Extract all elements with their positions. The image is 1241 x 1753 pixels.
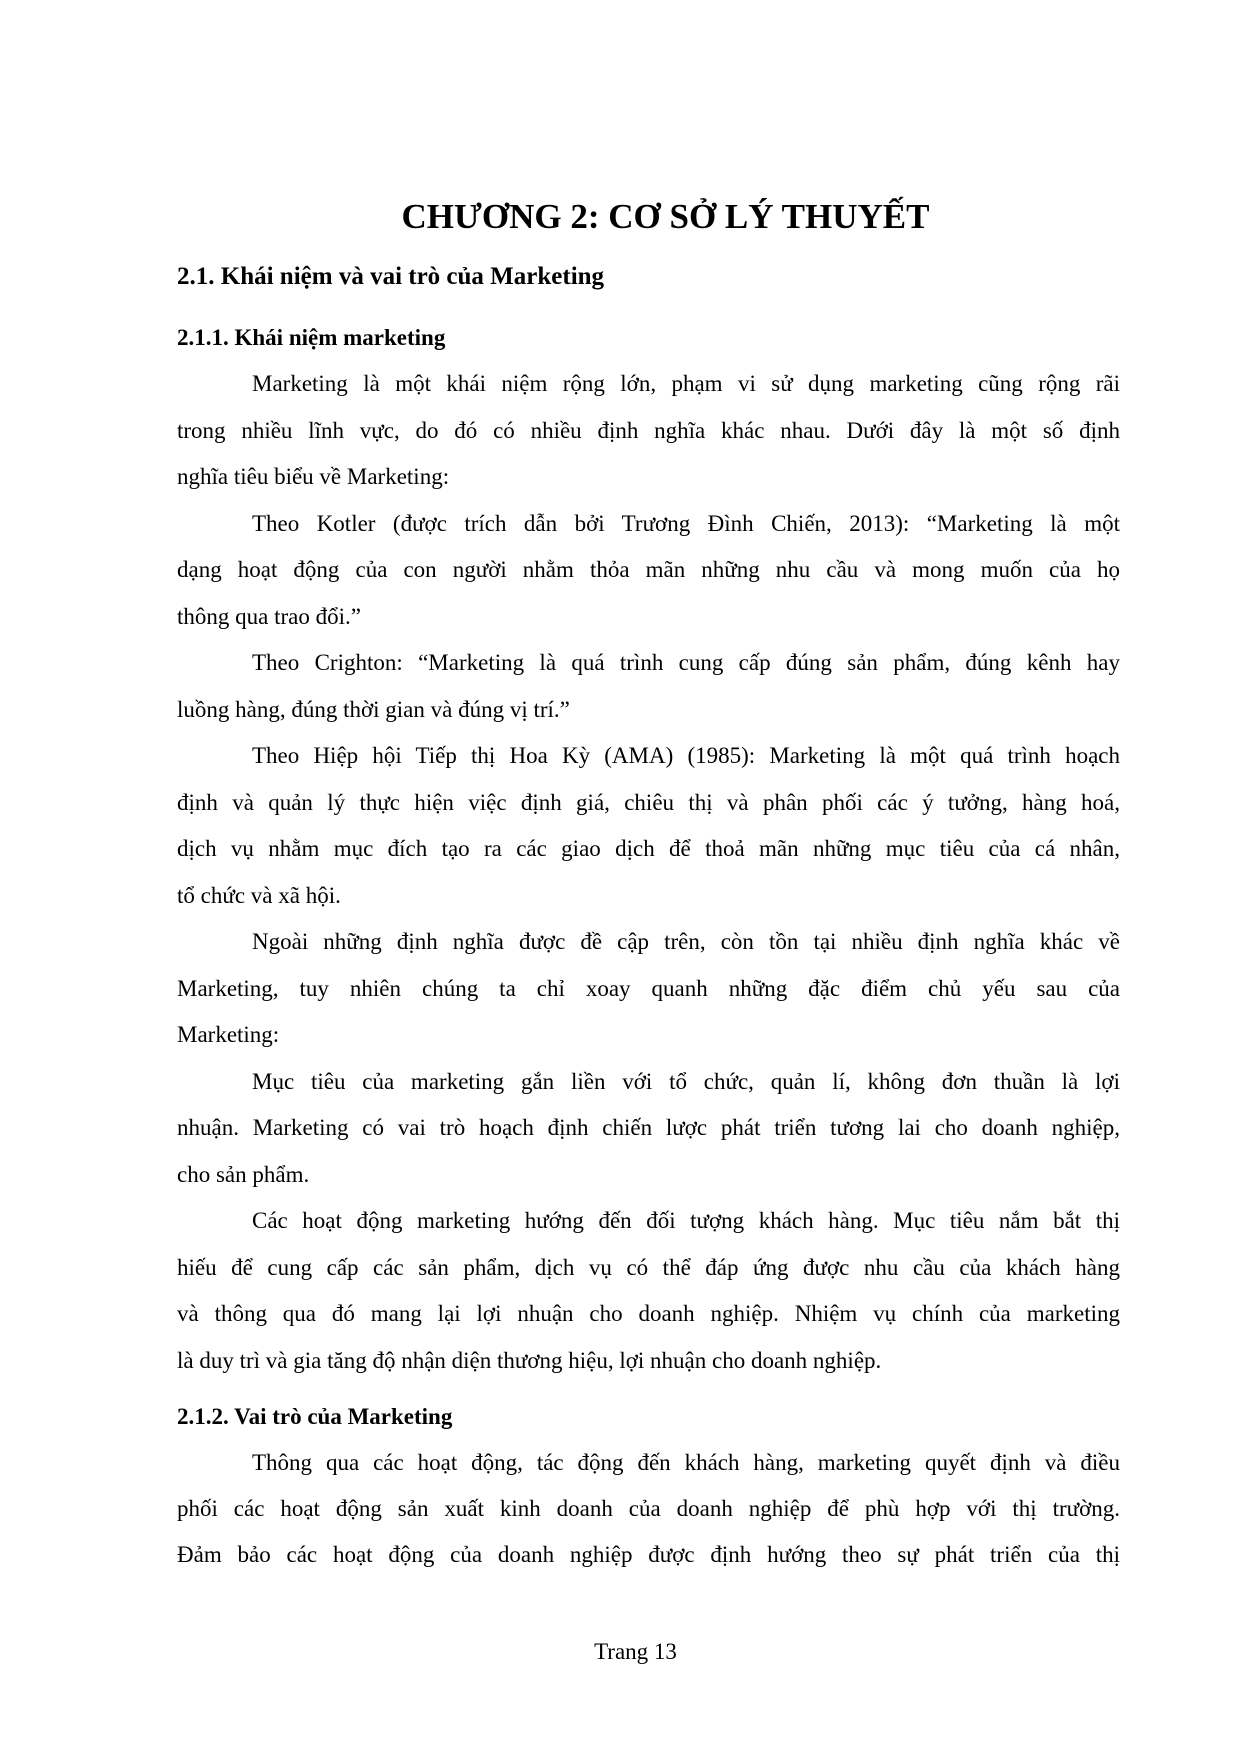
paragraph-3-line-1: Theo Crighton: “Marketing là quá trình cung cấp đúng sản phẩm, đúng kênh hay	[252, 650, 1120, 675]
paragraph-7-line-1: Các hoạt động marketing hướng đến đối tượng khách hàng. Mục tiêu nắm bắt thị	[252, 1208, 1120, 1233]
paragraph-4-line-1: Theo Hiệp hội Tiếp thị Hoa Kỳ (AMA) (1985): Marketing là một quá trình hoạch	[252, 743, 1120, 768]
paragraph-5-line-3: Marketing:	[177, 1022, 280, 1047]
page-number-footer: Trang 13	[594, 1639, 677, 1664]
paragraph-7-line-3: và thông qua đó mang lại lợi nhuận cho doanh nghiệp. Nhiệm vụ chính của marketing	[177, 1301, 1120, 1326]
paragraph-4-line-2: định và quản lý thực hiện việc định giá, chiêu thị và phân phối các ý tưởng, hàng hoá,	[177, 790, 1120, 815]
paragraph-4-line-3: dịch vụ nhằm mục đích tạo ra các giao dịch để thoả mãn những mục tiêu của cá nhân,	[177, 836, 1120, 861]
paragraph-8-line-2: phối các hoạt động sản xuất kinh doanh của doanh nghiệp để phù hợp với thị trường.	[177, 1496, 1120, 1521]
section-heading-2-1: 2.1. Khái niệm và vai trò của Marketing	[177, 263, 605, 290]
paragraph-1-line-1: Marketing là một khái niệm rộng lớn, phạm vi sử dụng marketing cũng rộng rãi	[252, 371, 1120, 396]
chapter-title: CHƯƠNG 2: CƠ SỞ LÝ THUYẾT	[401, 197, 930, 236]
paragraph-2-line-1: Theo Kotler (được trích dẫn bởi Trương Đình Chiến, 2013): “Marketing là một	[252, 511, 1120, 536]
paragraph-1-line-3: nghĩa tiêu biểu về Marketing:	[177, 464, 450, 489]
paragraph-7-line-4: là duy trì và gia tăng độ nhận diện thương hiệu, lợi nhuận cho doanh nghiệp.	[177, 1348, 882, 1373]
paragraph-8-line-1: Thông qua các hoạt động, tác động đến khách hàng, marketing quyết định và điều	[252, 1450, 1120, 1475]
paragraph-3-line-2: luồng hàng, đúng thời gian và đúng vị trí.”	[177, 697, 570, 722]
paragraph-5-line-1: Ngoài những định nghĩa được đề cập trên, còn tồn tại nhiều định nghĩa khác về	[252, 929, 1120, 954]
paragraph-2-line-2: dạng hoạt động của con người nhằm thỏa mãn những nhu cầu và mong muốn của họ	[177, 557, 1120, 582]
paragraph-5-line-2: Marketing, tuy nhiên chúng ta chỉ xoay quanh những đặc điểm chủ yếu sau của	[177, 976, 1120, 1001]
paragraph-6-line-1: Mục tiêu của marketing gắn liền với tổ chức, quản lí, không đơn thuần là lợi	[252, 1069, 1120, 1094]
section-heading-2-1-1: 2.1.1. Khái niệm marketing	[177, 325, 446, 350]
paragraph-7-line-2: hiếu để cung cấp các sản phẩm, dịch vụ có thể đáp ứng được nhu cầu của khách hàng	[177, 1255, 1120, 1280]
paragraph-2-line-3: thông qua trao đổi.”	[177, 604, 361, 629]
paragraph-4-line-4: tổ chức và xã hội.	[177, 883, 341, 908]
paragraph-6-line-3: cho sản phẩm.	[177, 1162, 310, 1187]
paragraph-6-line-2: nhuận. Marketing có vai trò hoạch định chiến lược phát triển tương lai cho doanh nghiệp,	[177, 1115, 1120, 1140]
paragraph-8-line-3: Đảm bảo các hoạt động của doanh nghiệp được định hướng theo sự phát triển của thị	[177, 1542, 1120, 1567]
paragraph-1-line-2: trong nhiều lĩnh vực, do đó có nhiều định nghĩa khác nhau. Dưới đây là một số định	[177, 418, 1120, 443]
section-heading-2-1-2: 2.1.2. Vai trò của Marketing	[177, 1404, 453, 1429]
